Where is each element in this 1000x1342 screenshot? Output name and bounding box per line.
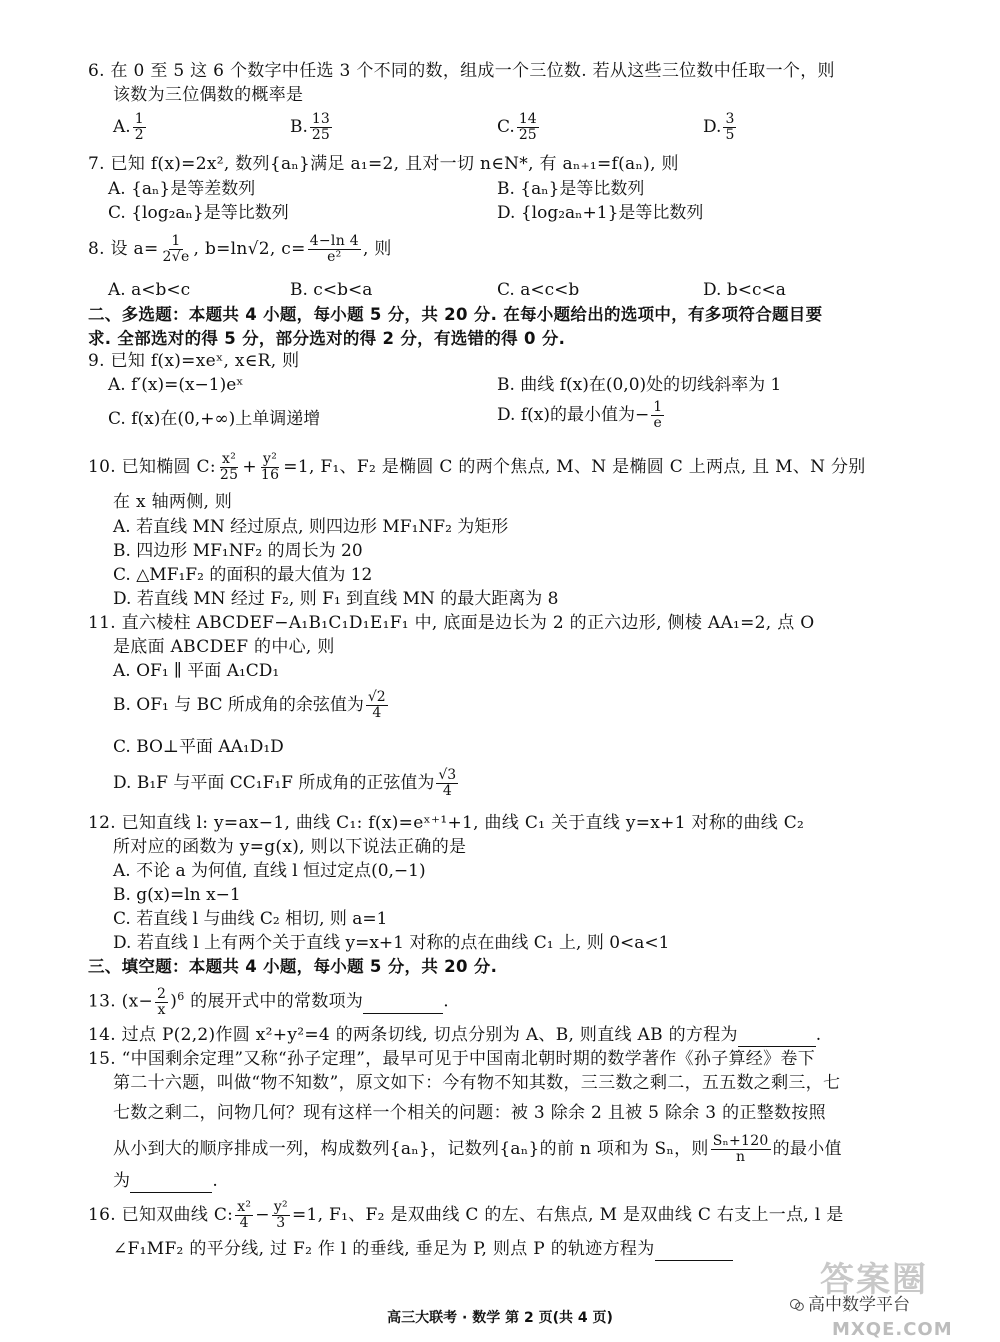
q9-option-b: B. 曲线 f(x)在(0,0)处的切线斜率为 1 (497, 375, 782, 395)
q12-line2: 所对应的函数为 y=g(x), 则以下说法正确的是 (113, 837, 467, 857)
q15-line5: 为 . (113, 1171, 219, 1191)
q7-option-c: C. {log₂aₙ}是等比数列 (108, 203, 289, 223)
q8-option-d: D. b<c<a (703, 280, 786, 300)
q11-option-c: C. BO⊥平面 AA₁D₁D (113, 737, 284, 757)
q15-line2: 第二十六题，叫做“物不知数”，原文如下：今有物不知其数，三三数之剩二，五五数之剩三，七 (113, 1073, 841, 1093)
section2-heading: 二、多选题：本题共 4 小题，每小题 5 分，共 20 分. 在每小题给出的选项中，有多项符合题目要 (88, 305, 823, 324)
q6-option-c: C. $\frac{14}{25}$ (497, 111, 537, 143)
q16-answer-blank[interactable] (655, 1238, 733, 1261)
q15-line4: 从小到大的顺序排成一列，构成数列{aₙ}，记数列{aₙ}的前 n 项和为 Sₙ，则 $\frac{\text{Sₙ+120}}{n}$ 的最小值 (113, 1133, 842, 1165)
q8-option-b: B. c<b<a (290, 280, 373, 300)
q15-answer-blank[interactable] (130, 1170, 212, 1193)
q12-option-d: D. 若直线 l 上有两个关于直线 y=x+1 对称的点在曲线 C₁ 上, 则 0<a<1 (113, 933, 670, 953)
q14-stem: 14. 过点 P(2,2)作圆 x²+y²=4 的两条切线, 切点分别为 A、B, 则直线 AB 的方程为 . (88, 1025, 822, 1045)
q6-option-b: B. $\frac{13}{25}$ (290, 111, 330, 143)
q11-option-a: A. OF₁ ∥ 平面 A₁CD₁ (113, 661, 280, 681)
q12-line1: 12. 已知直线 l: y=ax−1, 曲线 C₁: f(x)=eˣ⁺¹+1, 曲线 C₁ 关于直线 y=x+1 对称的曲线 C₂ (88, 813, 805, 833)
q9-option-c: C. f(x)在(0,+∞)上单调递增 (108, 409, 321, 429)
q8-option-c: C. a<c<b (497, 280, 580, 300)
q7-option-d: D. {log₂aₙ+1}是等比数列 (497, 203, 704, 223)
q7-stem: 7. 已知 f(x)=2x², 数列{aₙ}满足 a₁=2, 且对一切 n∈N*, 有 aₙ₊₁=f(aₙ), 则 (88, 154, 679, 174)
q13-stem: 13. (x− $\frac{2}{x}$ )$^6$ 的展开式中的常数项为 . (88, 985, 449, 1018)
q9-stem: 9. 已知 f(x)=xeˣ, x∈R, 则 (88, 351, 300, 371)
q6-option-d: D. $\frac{3}{5}$ (703, 111, 735, 143)
watermark-site: MXQE.COM (832, 1319, 953, 1340)
section2-instructions: 求. 全部选对的得 5 分，部分选对的得 2 分，有选错的得 0 分. (88, 329, 566, 348)
q7-option-a: A. {aₙ}是等差数列 (108, 179, 256, 199)
q12-option-b: B. g(x)=ln x−1 (113, 885, 241, 905)
q11-option-d: D. B₁F 与平面 CC₁F₁F 所成角的正弦值为 $\frac{√3}{4}$ (113, 767, 457, 799)
q11-line1: 11. 直六棱柱 ABCDEF−A₁B₁C₁D₁E₁F₁ 中, 底面是边长为 2 的正六边形, 侧棱 AA₁=2, 点 O (88, 613, 815, 633)
q7-option-b: B. {aₙ}是等比数列 (497, 179, 645, 199)
q10-option-c: C. △MF₁F₂ 的面积的最大值为 12 (113, 565, 373, 585)
q6-option-a: A. $\frac{1}{2}$ (113, 111, 144, 143)
q16-stem: 16. 已知双曲线 C: $\frac{\text{x²}}{4}$ − $\frac{\text{y²}}{3}$ =1, F₁、F₂ 是双曲线 C 的左、右焦点, M 是双曲线 C 右支上一点, l 是 (88, 1199, 844, 1231)
q10-line2: 在 x 轴两侧, 则 (113, 492, 233, 512)
watermark-logo: 答案圈 (820, 1260, 928, 1300)
q10-option-d: D. 若直线 MN 经过 F₂, 则 F₁ 到直线 MN 的最大距离为 8 (113, 589, 559, 609)
q15-line1: 15. “中国剩余定理”又称“孙子定理”，最早可见于中国南北朝时期的数学著作《孙子算经》卷下 (88, 1049, 816, 1069)
q14-answer-blank[interactable] (738, 1024, 816, 1047)
q11-option-b: B. OF₁ 与 BC 所成角的余弦值为 $\frac{√2}{4}$ (113, 689, 386, 721)
q6-line2: 该数为三位偶数的概率是 (113, 85, 304, 105)
q6-line1: 6. 在 0 至 5 这 6 个数字中任选 3 个不同的数，组成一个三位数. 若从这些三位数中任取一个，则 (88, 61, 835, 81)
q8-stem: 8. 设 a= $\frac{1}{2√e}$ , b=ln√2, c= $\frac{4-\ln 4}{\text{e²}}$ , 则 (88, 233, 392, 265)
q10-stem: 10. 已知椭圆 C: $\frac{\text{x²}}{25}$ + $\frac{\text{y²}}{16}$ =1, F₁、F₂ 是椭圆 C 的两个焦点, M、N 是椭圆 C 上两点, 且 M、N 分别 (88, 451, 866, 483)
q10-option-a: A. 若直线 MN 经过原点, 则四边形 MF₁NF₂ 为矩形 (113, 517, 509, 537)
q9-option-a: A. f′(x)=(x−1)eˣ (108, 375, 244, 395)
q10-option-b: B. 四边形 MF₁NF₂ 的周长为 20 (113, 541, 363, 561)
q8-option-a: A. a<b<c (108, 280, 191, 300)
q9-option-d: D. f(x)的最小值为− $\frac{1}{e}$ (497, 399, 663, 431)
q12-option-c: C. 若直线 l 与曲线 C₂ 相切, 则 a=1 (113, 909, 388, 929)
section3-heading: 三、填空题：本题共 4 小题，每小题 5 分，共 20 分. (88, 957, 498, 976)
watermark-platform: 高中数学平台 (790, 1290, 910, 1315)
q13-answer-blank[interactable] (363, 991, 443, 1014)
q16-line2: ∠F₁MF₂ 的平分线, 过 F₂ 作 l 的垂线, 垂足为 P, 则点 P 的轨迹方程为 (113, 1238, 733, 1261)
q15-line3: 七数之剩二，问物几何？现有这样一个相关的问题：被 3 除余 2 且被 5 除余 3 的正整数按照 (113, 1103, 826, 1123)
q12-option-a: A. 不论 a 为何值, 直线 l 恒过定点(0,−1) (113, 861, 426, 881)
q11-line2: 是底面 ABCDEF 的中心, 则 (113, 637, 335, 657)
page-footer: 高三大联考 · 数学 第 2 页(共 4 页) (387, 1310, 613, 1326)
